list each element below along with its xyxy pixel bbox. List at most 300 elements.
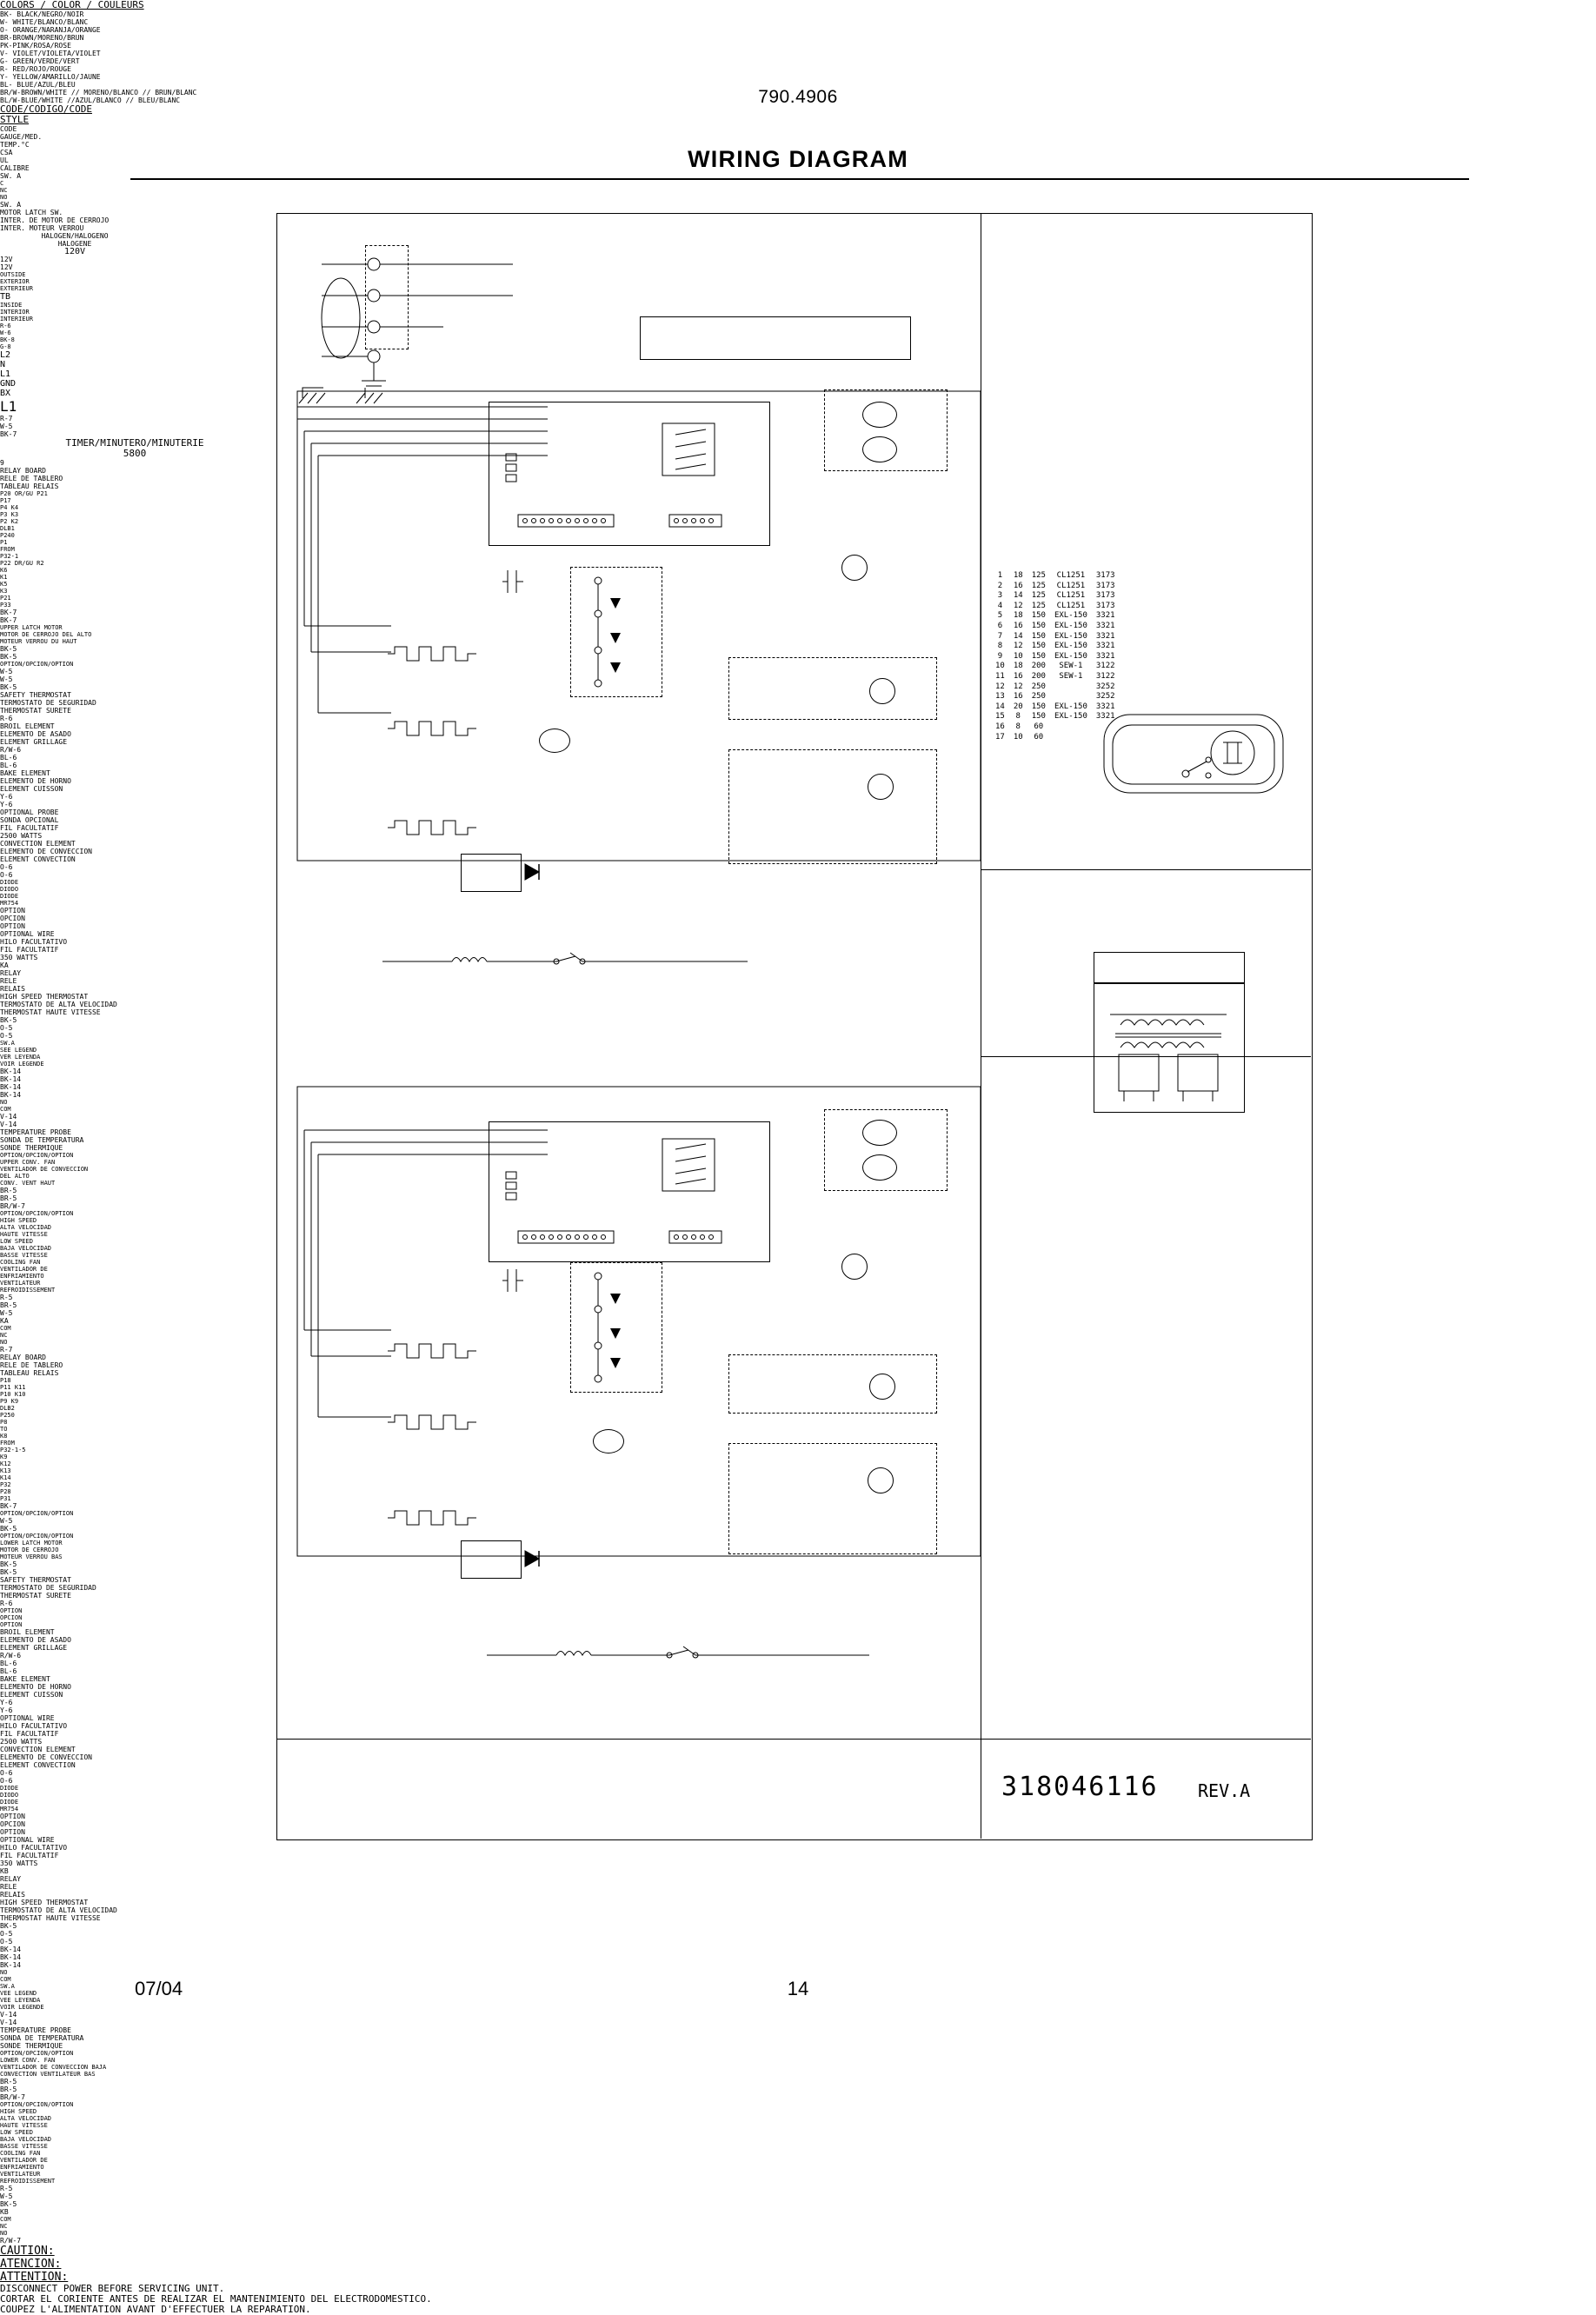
lower-optwire350-line: FIL FACULTATIF bbox=[0, 1852, 59, 1859]
upper-relay-port: DLB1 bbox=[0, 525, 15, 532]
lower-coolfan-line: BAJA VELOCIDAD bbox=[0, 2136, 52, 2143]
lower-coolfan-line: HAUTE VITESSE bbox=[0, 2122, 48, 2129]
lower-safety-line: THERMOSTAT SURETE bbox=[0, 1592, 71, 1600]
lower-relay-port-r: P28 bbox=[0, 1488, 11, 1495]
colors-entry: V- VIOLET/VIOLETA/VIOLET bbox=[0, 50, 101, 57]
upper-relay-port: P240 bbox=[0, 532, 15, 539]
table-row bbox=[991, 591, 1120, 602]
lower-conv-element-symbol bbox=[388, 1507, 501, 1528]
page-title: WIRING DIAGRAM bbox=[688, 146, 908, 172]
lower-relay-port-r: K13 bbox=[0, 1467, 11, 1474]
upper-relay-port-r: K5 bbox=[0, 581, 8, 588]
tb-right-wire-r7: R-7 bbox=[0, 415, 13, 422]
lower-convfan-line: LOWER CONV. FAN bbox=[0, 2057, 56, 2064]
lower-coolfan-line: LOW SPEED bbox=[0, 2129, 33, 2136]
table-row bbox=[991, 632, 1120, 642]
lower-latch-motor-symbol bbox=[841, 1254, 868, 1280]
upper-conv-line: ELEMENTO DE CONVECCION bbox=[0, 848, 92, 855]
header-divider bbox=[130, 178, 1469, 180]
lower-convfan-wire: BR-5 bbox=[0, 2078, 17, 2085]
lower-relay-internal bbox=[489, 1121, 775, 1269]
upper-coolfan-no: NO bbox=[0, 1339, 8, 1346]
tb-bx-label: BX bbox=[0, 389, 11, 398]
lower-option-opt: OPCION bbox=[0, 1614, 23, 1621]
lower-br5: BR-5 bbox=[0, 2085, 17, 2093]
lower-coolfan-nc: NC bbox=[0, 2223, 8, 2230]
lower-switch-drawing bbox=[570, 1262, 675, 1401]
table-cell: 9 bbox=[997, 651, 1003, 661]
table-cell: 16 bbox=[1013, 671, 1023, 681]
upper-conv-o6-left: O-6 bbox=[0, 863, 13, 871]
code-heading-left: CODE/CODIGO/CODE bbox=[0, 103, 92, 115]
upper-convfan-line: VENTILADOR DE CONVECCION bbox=[0, 1166, 89, 1173]
upper-coolfan-line: VENTILATEUR bbox=[0, 1280, 41, 1287]
table-cell: 3321 bbox=[1095, 631, 1115, 641]
upper-latch-wire-right: BK-5 bbox=[0, 653, 17, 661]
upper-diode-line: DIODE bbox=[0, 893, 19, 900]
upper-br5: BR-5 bbox=[0, 1194, 17, 1202]
table-cell: 11 bbox=[995, 671, 1005, 681]
table-cell: 16 bbox=[1013, 692, 1023, 702]
lower-swa-line: VEE LEYENDA bbox=[0, 1997, 41, 2004]
lower-broil-line: ELEMENT GRILLAGE bbox=[0, 1644, 68, 1652]
upper-broil-bl6-left: BL-6 bbox=[0, 754, 17, 762]
table-cell: 18 bbox=[1013, 611, 1023, 621]
upper-relay-port-r: P22 DR/GU R2 bbox=[0, 560, 44, 567]
upper-coolfan-line: HIGH SPEED bbox=[0, 1217, 37, 1224]
lower-bake-line: BAKE ELEMENT bbox=[0, 1675, 50, 1683]
table-cell: EXL-150 bbox=[1054, 621, 1087, 630]
upper-coolfan-line: VENTILADOR DE bbox=[0, 1266, 48, 1273]
upper-probe-symbol bbox=[539, 728, 570, 753]
table-cell: 3 bbox=[997, 591, 1003, 601]
caution-text-es: CORTAR EL CORIENTE ANTES DE REALIZAR EL MANTENIMIENTO DEL ELECTRODOMESTICO. bbox=[0, 2293, 432, 2305]
table-cell: 3173 bbox=[1095, 601, 1115, 610]
upper-bake-line: ELEMENT CUISSON bbox=[0, 785, 63, 793]
table-cell: 3321 bbox=[1095, 611, 1115, 621]
table-cell: 16 bbox=[995, 722, 1005, 731]
lower-kb-thermostat-wires bbox=[487, 1643, 974, 1678]
lower-kb-line: RELAY bbox=[0, 1875, 22, 1883]
upper-coolfan-line: COOLING FAN bbox=[0, 1259, 41, 1266]
upper-option-bk5: BK-5 bbox=[0, 683, 17, 691]
tb-left-wire: R-6 bbox=[0, 323, 11, 329]
upper-convfan-motor bbox=[869, 678, 895, 704]
tb-l1-label: L1 bbox=[0, 398, 17, 415]
upper-optwire-line: 350 WATTS bbox=[0, 954, 38, 961]
lower-broil-bl6-l: BL-6 bbox=[0, 1660, 17, 1667]
table-cell: 1 bbox=[997, 571, 1003, 580]
halogen-transformer-drawing bbox=[1094, 1004, 1242, 1108]
colors-entry: W- WHITE/BLANCO/BLANC bbox=[0, 18, 89, 26]
upper-coolfan-com: COM bbox=[0, 1325, 11, 1332]
lower-bk14-b: BK-14 bbox=[0, 1953, 22, 1961]
upper-coolfan-line: BASSE VITESSE bbox=[0, 1252, 48, 1259]
model-number: 790.4906 bbox=[758, 87, 838, 107]
lower-convfan-motor bbox=[869, 1374, 895, 1400]
lower-bake-element-symbol bbox=[388, 1412, 501, 1433]
lower-conv-line: ELEMENTO DE CONVECCION bbox=[0, 1753, 92, 1761]
table-cell bbox=[1050, 722, 1092, 733]
sw-caption-line: INTER. DE MOTOR DE CERROJO bbox=[0, 216, 110, 224]
upper-broil-line: ELEMENT GRILLAGE bbox=[0, 738, 68, 746]
upper-ka-thermostat-wires bbox=[382, 949, 817, 984]
table-cell: CL1251 bbox=[1056, 591, 1086, 601]
upper-coolfan-line: REFROIDISSEMENT bbox=[0, 1287, 56, 1294]
table-cell: 3321 bbox=[1095, 712, 1115, 722]
upper-v14-b: V-14 bbox=[0, 1121, 17, 1128]
tb-right-wire-w5: W-5 bbox=[0, 422, 13, 430]
upper-bake-element-symbol bbox=[388, 718, 501, 739]
tb-left-wire: G-8 bbox=[0, 343, 11, 350]
lower-coolfan-line: VENTILADOR DE bbox=[0, 2157, 48, 2164]
upper-tempprobe-line: SONDE THERMIQUE bbox=[0, 1144, 63, 1152]
code-col-head: CSA bbox=[0, 149, 13, 156]
lower-relay-port-r: P31 bbox=[0, 1495, 11, 1502]
lower-relay-port-r: K14 bbox=[0, 1474, 11, 1481]
lower-hispeed-line: THERMOSTAT HAUTE VITESSE bbox=[0, 1914, 101, 1922]
lower-v14: V-14 bbox=[0, 2011, 17, 2019]
upper-relay-title: TABLEAU RELAIS bbox=[0, 482, 59, 490]
halogen-title-line: HALOGENE bbox=[57, 240, 92, 248]
lower-latch-line: MOTOR DE CERROJO bbox=[0, 1547, 59, 1553]
lower-latch-wire-l: BK-5 bbox=[0, 1560, 17, 1568]
lower-broil-bl6-r: BL-6 bbox=[0, 1667, 17, 1675]
upper-bk14-b: BK-14 bbox=[0, 1075, 22, 1083]
lower-coolfan-no: NO bbox=[0, 2230, 8, 2237]
table-cell: 150 bbox=[1031, 712, 1046, 722]
table-row bbox=[991, 733, 1120, 743]
table-cell: EXL-150 bbox=[1054, 642, 1087, 651]
lower-lamp-2 bbox=[862, 1154, 897, 1181]
table-cell: 12 bbox=[1013, 601, 1023, 610]
lower-relay-port: P18 bbox=[0, 1377, 11, 1384]
upper-broil-element-symbol bbox=[388, 643, 501, 664]
lower-coolfan-line: OPTION/OPCION/OPTION bbox=[0, 2101, 74, 2108]
colors-entry: BR/W-BROWN/WHITE // MORENO/BLANCO // BRUN/BLANC bbox=[0, 89, 197, 96]
upper-lamp-2 bbox=[862, 436, 897, 462]
table-cell: 3173 bbox=[1095, 571, 1115, 580]
tb-outside-line: OUTSIDE bbox=[0, 271, 26, 278]
halogen-title-box bbox=[1094, 952, 1245, 984]
table-cell bbox=[1050, 733, 1092, 743]
table-cell: 150 bbox=[1031, 611, 1046, 621]
revision-label: REV.A bbox=[1198, 1780, 1251, 1801]
lower-no: NO bbox=[0, 1969, 8, 1976]
upper-diode-opt: OPCION bbox=[0, 915, 25, 922]
table-cell: EXL-150 bbox=[1054, 631, 1087, 641]
upper-relay-port-r: K1 bbox=[0, 574, 8, 581]
upper-lamp-1 bbox=[862, 402, 897, 428]
table-cell: CL1251 bbox=[1056, 571, 1086, 580]
lower-latch-line: LOWER LATCH MOTOR bbox=[0, 1540, 63, 1547]
lower-diode-line: DIODE bbox=[0, 1785, 19, 1792]
code-col-subhead: CALIBRE bbox=[0, 164, 30, 172]
lower-swa-line: SW.A bbox=[0, 1983, 15, 1990]
table-cell: 150 bbox=[1031, 702, 1046, 711]
table-cell: 3173 bbox=[1095, 581, 1115, 590]
panel-divider-h1 bbox=[981, 869, 1311, 870]
lower-coolfan-line: HIGH SPEED bbox=[0, 2108, 37, 2115]
upper-coolfan-line: LOW SPEED bbox=[0, 1238, 33, 1245]
lower-safety-line: TERMOSTATO DE SEGURIDAD bbox=[0, 1584, 96, 1592]
lower-convfan-line: VENTILADOR DE CONVECCION BAJA bbox=[0, 2064, 107, 2071]
upper-broil-rw6: R/W-6 bbox=[0, 746, 22, 754]
document-number: 318046116 bbox=[1001, 1772, 1159, 1802]
lower-bake-line: ELEMENT CUISSON bbox=[0, 1691, 63, 1699]
lower-o5-right: O-5 bbox=[0, 1938, 13, 1946]
lower-relay-port-r: FROM bbox=[0, 1440, 15, 1447]
lower-swa-line: VOIR LEGENDE bbox=[0, 2004, 44, 2011]
upper-conv-o6-right: O-6 bbox=[0, 871, 13, 879]
lower-convfan-line: CONVECTION VENTILATEUR BAS bbox=[0, 2071, 96, 2078]
upper-swa-line: SW.A bbox=[0, 1040, 15, 1047]
lower-diode-line: MR754 bbox=[0, 1806, 19, 1813]
table-row bbox=[991, 712, 1120, 722]
upper-broil-line: ELEMENTO DE ASADO bbox=[0, 730, 71, 738]
lower-swa-line: VEE LEGEND bbox=[0, 1990, 37, 1997]
table-cell: 3122 bbox=[1095, 662, 1115, 671]
timer-model: 5800 bbox=[123, 448, 147, 459]
upper-relay-port: P1 bbox=[0, 539, 8, 546]
table-cell: 10 bbox=[1013, 651, 1023, 661]
colors-entry: O- ORANGE/NARANJA/ORANGE bbox=[0, 26, 101, 34]
upper-safety-wire: R-6 bbox=[0, 715, 13, 722]
caution-text-en: DISCONNECT POWER BEFORE SERVICING UNIT. bbox=[0, 2283, 225, 2294]
tb-outside-line: EXTERIEUR bbox=[0, 285, 33, 292]
upper-relay-port: P4 K4 bbox=[0, 504, 19, 511]
tb-left-wire: BK-8 bbox=[0, 336, 15, 343]
upper-v14: V-14 bbox=[0, 1113, 17, 1121]
halogen-secondary-left: 12V bbox=[0, 256, 13, 263]
lower-broil-element-symbol bbox=[388, 1340, 501, 1361]
table-cell: 200 bbox=[1031, 662, 1046, 671]
upper-relay-title: RELE DE TABLERO bbox=[0, 475, 63, 482]
lower-brw7: BR/W-7 bbox=[0, 2093, 25, 2101]
table-cell: EXL-150 bbox=[1054, 651, 1087, 661]
code-col-head: TEMP.°C bbox=[0, 141, 30, 149]
table-cell: 2 bbox=[997, 581, 1003, 590]
lower-optwire350-line: 350 WATTS bbox=[0, 1859, 38, 1867]
upper-conv-line: ELEMENT CONVECTION bbox=[0, 855, 76, 863]
upper-hispeed-line: THERMOSTAT HAUTE VITESSE bbox=[0, 1008, 101, 1016]
lower-optwire2500-line: HILO FACULTATIVO bbox=[0, 1722, 68, 1730]
lower-coolfan-w5: W-5 bbox=[0, 2192, 13, 2200]
table-cell: 10 bbox=[995, 662, 1005, 671]
lower-conv-line: CONVECTION ELEMENT bbox=[0, 1746, 76, 1753]
tb-inside-line: INTERIEUR bbox=[0, 316, 33, 323]
table-cell: CL1251 bbox=[1056, 601, 1086, 610]
upper-option-label: OPTION/OPCION/OPTION bbox=[0, 661, 74, 668]
lower-bake-y6-l: Y-6 bbox=[0, 1699, 13, 1706]
lower-option-label2: OPTION/OPCION/OPTION bbox=[0, 1533, 74, 1540]
table-cell: 12 bbox=[995, 682, 1005, 691]
caution-label-es: ATENCION: bbox=[0, 2258, 62, 2271]
caution-label-en: CAUTION: bbox=[0, 2245, 55, 2258]
upper-relay-port-r: P32-1 bbox=[0, 553, 19, 560]
table-cell: 8 bbox=[997, 642, 1003, 651]
table-row bbox=[991, 682, 1120, 693]
upper-latch-line: UPPER LATCH MOTOR bbox=[0, 624, 63, 631]
upper-latch-line: MOTEUR VERROU DU HAUT bbox=[0, 638, 77, 645]
lower-kb-line: RELE bbox=[0, 1883, 17, 1891]
footer-date: 07/04 bbox=[135, 1978, 183, 1999]
upper-tempprobe-line: TEMPERATURE PROBE bbox=[0, 1128, 71, 1136]
lower-safety-line: SAFETY THERMOSTAT bbox=[0, 1576, 71, 1584]
lower-option-opt: OPTION bbox=[0, 1607, 23, 1614]
lower-relay-port: P250 bbox=[0, 1412, 15, 1419]
tb-inside-line: INTERIOR bbox=[0, 309, 30, 316]
upper-bk5-bus: BK-5 bbox=[0, 1016, 17, 1024]
upper-coolingfan-box bbox=[728, 749, 937, 864]
lower-relay-port: P10 K10 bbox=[0, 1391, 26, 1398]
lower-relay-port-r: K9 bbox=[0, 1454, 8, 1460]
lower-optwire2500-line: FIL FACULTATIF bbox=[0, 1730, 59, 1738]
table-cell: 13 bbox=[995, 692, 1005, 702]
upper-hispeed-line: TERMOSTATO DE ALTA VELOCIDAD bbox=[0, 1001, 117, 1008]
lower-tempprobe-line: SONDA DE TEMPERATURA bbox=[0, 2034, 84, 2042]
lower-v14-b: V-14 bbox=[0, 2019, 17, 2026]
table-cell: EXL-150 bbox=[1054, 712, 1087, 722]
lower-diode-line: DIODO bbox=[0, 1792, 19, 1799]
lower-optwire350-line: HILO FACULTATIVO bbox=[0, 1844, 68, 1852]
footer-page-number: 14 bbox=[787, 1978, 809, 1999]
upper-coolfan-w5: W-5 bbox=[0, 1309, 13, 1317]
lower-coolfan-line: VENTILATEUR bbox=[0, 2171, 41, 2178]
lower-hispeed-line: TERMOSTATO DE ALTA VELOCIDAD bbox=[0, 1906, 117, 1914]
lower-relay-title: RELE DE TABLERO bbox=[0, 1361, 63, 1369]
table-cell: 10 bbox=[1013, 732, 1023, 742]
upper-ka-line: RELE bbox=[0, 977, 17, 985]
upper-bake-y6-left: Y-6 bbox=[0, 793, 13, 801]
upper-relay-port-r: P21 bbox=[0, 595, 11, 602]
upper-bake-y6-right: Y-6 bbox=[0, 801, 13, 808]
sw-caption-line: SW. A bbox=[0, 201, 22, 209]
upper-bk14-a: BK-14 bbox=[0, 1068, 22, 1075]
table-cell: 5 bbox=[997, 611, 1003, 621]
upper-coolfan-line: HAUTE VITESSE bbox=[0, 1231, 48, 1238]
table-cell: 125 bbox=[1031, 591, 1046, 601]
colors-heading: COLORS / COLOR / COULEURS bbox=[0, 0, 144, 10]
lower-relay-port-r: P32 bbox=[0, 1481, 11, 1488]
table-cell: 3173 bbox=[1095, 591, 1115, 601]
colors-entry: BK- BLACK/NEGRO/NOIR bbox=[0, 10, 84, 18]
table-cell: 12 bbox=[1013, 642, 1023, 651]
halogen-title-line: HALOGEN/HALOGENO bbox=[41, 232, 109, 240]
lower-coolfan-line: ENFRIAMIENTO bbox=[0, 2164, 44, 2171]
table-cell: EXL-150 bbox=[1054, 611, 1087, 621]
colors-entry: BR-BROWN/MORENO/BRUN bbox=[0, 34, 84, 42]
table-cell: 250 bbox=[1031, 692, 1046, 702]
table-cell: 8 bbox=[1015, 712, 1021, 722]
upper-relay-port-r: P33 bbox=[0, 602, 11, 609]
lower-relay-port: DLB2 bbox=[0, 1405, 15, 1412]
table-row bbox=[991, 622, 1120, 632]
lower-relay-port-r: K12 bbox=[0, 1460, 11, 1467]
lower-coolingfan-box bbox=[728, 1443, 937, 1554]
table-row bbox=[991, 722, 1120, 733]
halogen-primary-voltage: 120V bbox=[63, 247, 86, 256]
upper-bake-line: BAKE ELEMENT bbox=[0, 769, 50, 777]
table-cell: 3321 bbox=[1095, 702, 1115, 711]
upper-brw7: BR/W-7 bbox=[0, 1202, 25, 1210]
upper-probe-line: OPTIONAL PROBE bbox=[0, 808, 59, 816]
lower-coolfan-line: BASSE VITESSE bbox=[0, 2143, 48, 2150]
upper-switch-drawing bbox=[570, 567, 675, 706]
table-cell: 250 bbox=[1031, 682, 1046, 691]
sw-a-drawing bbox=[1104, 711, 1304, 807]
timer-box bbox=[640, 316, 911, 360]
table-row bbox=[991, 662, 1120, 672]
upper-relay-port: P20 OR/GU P21 bbox=[0, 490, 48, 497]
table-cell: 14 bbox=[1013, 631, 1023, 641]
colors-entry: BL- BLUE/AZUL/BLEU bbox=[0, 81, 76, 89]
lower-wire-bk7: BK-7 bbox=[0, 1502, 17, 1510]
upper-diode-line: MR754 bbox=[0, 900, 19, 907]
upper-relay-internal bbox=[489, 402, 775, 549]
upper-diode-box bbox=[461, 854, 522, 892]
lower-diode-opt: OPTION bbox=[0, 1828, 25, 1836]
upper-r7-label: R-7 bbox=[0, 1346, 13, 1354]
upper-optwire-line: FIL FACULTATIF bbox=[0, 946, 59, 954]
upper-broil-bl6-right: BL-6 bbox=[0, 762, 17, 769]
upper-coolfan-motor bbox=[868, 774, 894, 800]
tb-terminal-n: N bbox=[0, 360, 6, 369]
lower-latch-line: MOTEUR VERROU BAS bbox=[0, 1553, 63, 1560]
upper-o5-right: O-5 bbox=[0, 1032, 13, 1040]
lower-broil-rw6: R/W-6 bbox=[0, 1652, 22, 1660]
lower-com: COM bbox=[0, 1976, 11, 1983]
lower-o5-left: O-5 bbox=[0, 1930, 13, 1938]
caution-text-fr: COUPEZ L'ALIMENTATION AVANT D'EFFECTUER LA REPARATION. bbox=[0, 2304, 311, 2315]
lower-bk14-a: BK-14 bbox=[0, 1946, 22, 1953]
lower-option-bk5: BK-5 bbox=[0, 1525, 17, 1533]
lower-diode-symbol bbox=[522, 1547, 556, 1573]
caution-top-rule bbox=[276, 1739, 1311, 1740]
lower-kb-line: KB bbox=[0, 1867, 9, 1875]
code-col-head: UL bbox=[0, 156, 9, 164]
upper-probe-line: 2500 WATTS bbox=[0, 832, 43, 840]
lower-relay-title: TABLEAU RELAIS bbox=[0, 1369, 59, 1377]
upper-convfan-box bbox=[728, 657, 937, 720]
table-cell: 200 bbox=[1031, 671, 1046, 681]
table-cell: 125 bbox=[1031, 581, 1046, 590]
upper-relay-port-r: FROM bbox=[0, 546, 15, 553]
table-cell: EXL-150 bbox=[1054, 702, 1087, 711]
upper-swa-line: VOIR LEGENDE bbox=[0, 1061, 44, 1068]
upper-swa-line: VER LEYENDA bbox=[0, 1054, 41, 1061]
table-cell: 12 bbox=[1013, 682, 1023, 691]
table-cell: 17 bbox=[995, 732, 1005, 742]
lower-probe-symbol bbox=[593, 1429, 624, 1454]
code-heading-right: STYLE bbox=[0, 114, 30, 125]
upper-wire-bk7-b: BK-7 bbox=[0, 616, 17, 624]
code-style-table bbox=[991, 571, 1120, 742]
upper-conv-line: CONVECTION ELEMENT bbox=[0, 840, 76, 848]
table-cell: 20 bbox=[1013, 702, 1023, 711]
lower-coolfan-line: REFROIDISSEMENT bbox=[0, 2178, 56, 2185]
table-row bbox=[991, 652, 1120, 662]
lower-convfan-line: OPTION/OPCION/OPTION bbox=[0, 2050, 74, 2057]
table-cell: 14 bbox=[1013, 591, 1023, 601]
table-cell: 6 bbox=[997, 621, 1003, 630]
table-cell bbox=[1050, 682, 1092, 693]
upper-latch-motor-symbol bbox=[841, 555, 868, 581]
lower-bk14-c: BK-14 bbox=[0, 1961, 22, 1969]
lower-diode-line: DIODE bbox=[0, 1799, 19, 1806]
table-cell: 3252 bbox=[1095, 692, 1115, 702]
tb-label: TB bbox=[0, 292, 11, 302]
